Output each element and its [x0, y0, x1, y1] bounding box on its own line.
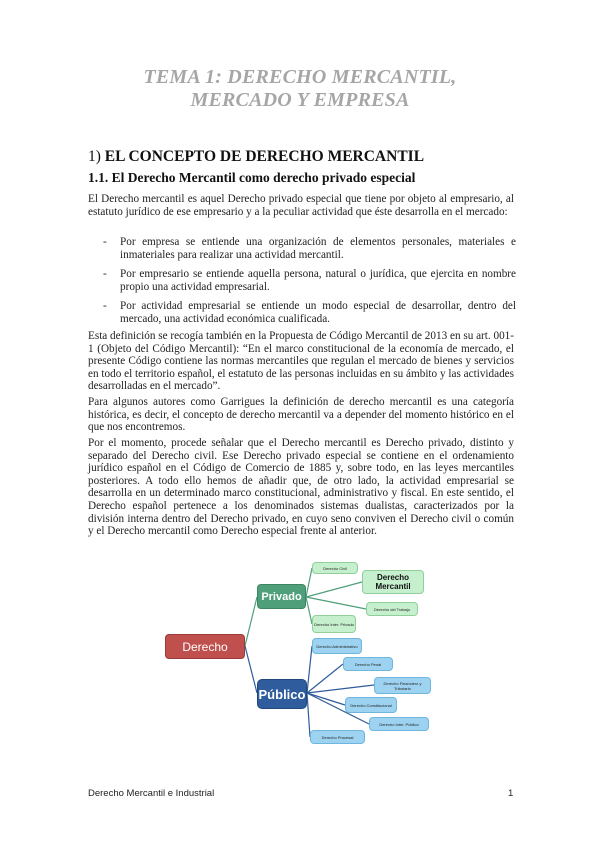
footer-course-name: Derecho Mercantil e Industrial	[88, 788, 215, 799]
section-heading-text: EL CONCEPTO DE DERECHO MERCANTIL	[104, 148, 425, 165]
list-dash: -	[103, 300, 107, 313]
diagram-leaf-derecho-financiero: Derecho Financiero y Tributario	[374, 677, 431, 694]
diagram-leaf-derecho-inter-publico: Derecho Inter. Público	[369, 717, 429, 731]
connector-root-privado	[245, 597, 257, 646]
paragraph-intro: El Derecho mercantil es aquel Derecho privado especial que tiene por objeto al empresario, al estatuto jurídico de ese empresario y a la peculiar actividad que éste desarrolla en el mercado:	[88, 193, 514, 218]
list-item-text: Por empresa se entiende una organización de elementos personales, materiales e inmateriales para realizar una actividad mercantil.	[120, 236, 516, 261]
diagram-leaf-derecho-inter-privado: Derecho Inter. Privado	[312, 615, 356, 633]
paragraph-momento: Por el momento, procede señalar que el Derecho mercantil es Derecho privado, distinto y separado del Derecho civil. Ese Derecho privado especial se contiene en el ordenamiento jurídico español en el Código de Comercio de 1885 y, sobre todo, en las leyes mercantiles posteriores. A todo ello hemos de añadir que, de otro lado, la actividad empresarial se desarrolla en un determinado marco constitucional, administrativo y fiscal. En este sentido, el Derecho español pertenece a los denominados sistemas dualistas, caracterizados por la división interna dentro del Derecho privado, en cuyo seno conviven el Derecho civil o común y el Derecho mercantil como Derecho especial frente al anterior.	[88, 437, 514, 538]
list-item-text: Por actividad empresarial se entiende un modo especial de desarrollar, dentro del mercado, una actividad económica cualificada.	[120, 300, 516, 325]
document-title	[0, 66, 600, 112]
connector-privado-mercantil	[306, 582, 362, 597]
connector-publico-penal	[307, 664, 343, 693]
list-item-text: Por empresario se entiende aquella persona, natural o jurídica, que ejercita en nombre propio una actividad empresarial.	[120, 268, 516, 293]
connector-privado-trabajo	[306, 597, 366, 609]
diagram-leaf-derecho-administrativo: Derecho Administrativo	[312, 638, 362, 654]
diagram-leaf-derecho-mercantil: Derecho Mercantil	[362, 570, 424, 594]
connector-root-publico	[245, 646, 257, 693]
document-title-line-1: TEMA 1: DERECHO MERCANTIL,	[143, 66, 457, 88]
connector-publico-constitucional	[307, 693, 345, 705]
list-item	[88, 268, 516, 293]
diagram-leaf-derecho-civil: Derecho Civil	[312, 562, 358, 574]
diagram-node-publico: Público	[257, 679, 307, 709]
list-dash: -	[103, 236, 107, 248]
connector-publico-procesal	[307, 693, 310, 737]
connector-privado-civil	[306, 568, 312, 597]
subsection-heading: 1.1. El Derecho Mercantil como derecho privado especial	[88, 170, 416, 185]
diagram-leaf-derecho-trabajo: Derecho del Trabajo	[366, 602, 418, 616]
paragraph-garrigues: Para algunos autores como Garrigues la definición de derecho mercantil es una categoría histórica, es decir, el concepto de derecho mercantil va a depender del momento histórico en el que nos encontremos.	[88, 396, 514, 434]
diagram-leaf-derecho-penal: Derecho Penal	[343, 657, 393, 671]
paragraph-propuesta: Esta definición se recogía también en la Propuesta de Código Mercantil de 2013 en su art. 001-1 (Objeto del Código Mercantil): “En el marco constitucional de la economía de mercado, el presente Código contiene las normas mercantiles que regulan el mercado de bienes y servicios en todo el territorio español, el estatuto de las personas incluidas en su ámbito y las actividades desarrolladas en el mercado”.	[88, 330, 514, 393]
footer-page-number: 1	[508, 788, 514, 799]
list-dash: -	[103, 268, 107, 281]
diagram-node-privado: Privado	[257, 584, 306, 609]
diagram-node-derecho: Derecho	[165, 634, 245, 659]
definition-list	[88, 236, 516, 333]
diagram-leaf-derecho-procesal: Derecho Procesal	[310, 730, 365, 744]
list-item	[88, 236, 516, 261]
diagram-leaf-derecho-constitucional: Derecho Constitucional	[345, 697, 397, 713]
connector-publico-administrativo	[307, 646, 312, 693]
connector-publico-financiero	[307, 685, 374, 693]
section-heading	[88, 148, 424, 166]
document-title-line-2: MERCADO Y EMPRESA	[190, 89, 410, 111]
section-number: 1)	[88, 148, 101, 165]
list-item	[88, 300, 516, 325]
